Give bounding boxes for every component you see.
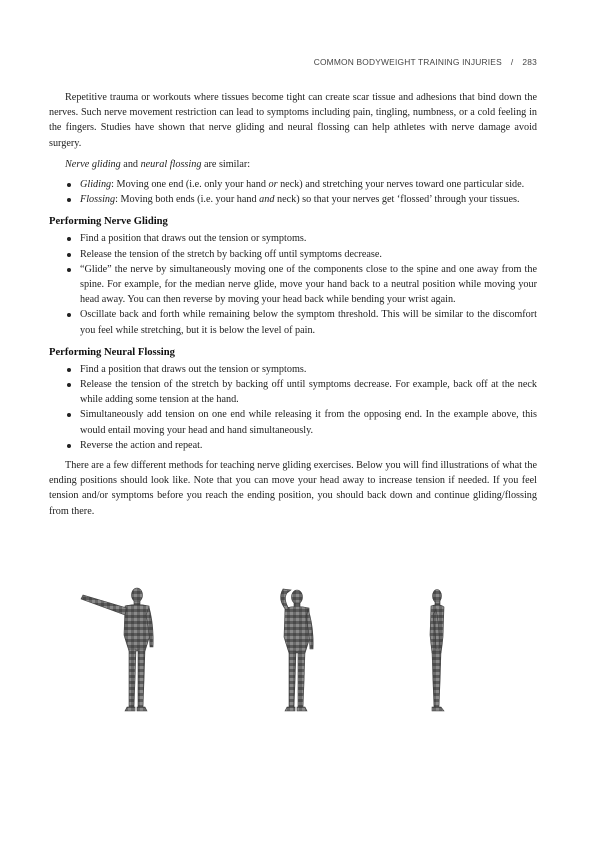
figure-row: [49, 585, 549, 715]
neural-flossing-steps: [49, 362, 537, 453]
definition-list: [49, 177, 537, 207]
nerve-gliding-heading: Performing Nerve Gliding: [49, 216, 168, 228]
figure-hand-on-head-icon: [257, 585, 337, 715]
running-head-separator: /: [510, 57, 514, 67]
similar-and: and: [123, 158, 139, 170]
definition-emphasis: or: [268, 179, 278, 191]
definition-text: neck) so that your nerves get ‘flossed’ through your tissues.: [274, 194, 520, 206]
definition-item: [65, 177, 537, 192]
figure-arm-extended-icon: [77, 585, 187, 715]
list-item: “Glide” the nerve by simultaneously moving one of the components close to the spine and one away from the spine. For example, for the median nerve glide, move your hand back to a neutral position while moving your head away. You can then reverse by moving your head back while bending your wrist again.: [65, 262, 537, 308]
running-head: [314, 57, 537, 67]
definition-term: Flossing: [80, 194, 116, 206]
intro-paragraph: Repetitive trauma or workouts where tissues become tight can create scar tissue and adhesions that bind down the nerves. Such nerve movement restriction can lead to symptoms including pain, tingling, numbness, or a cold feeling in the fingers. Studies have shown that nerve gliding and neural flossing can help athletes with nerve damage avoid surgery.: [49, 92, 537, 149]
list-item: Oscillate back and forth while remaining below the symptom threshold. This will be similar to the discomfort you feel while stretching, but it is below the level of pain.: [65, 307, 537, 337]
nerve-gliding-steps: [49, 231, 537, 337]
list-item: Reverse the action and repeat.: [65, 438, 537, 453]
definition-item: [65, 192, 537, 207]
page-number: 283: [522, 57, 537, 67]
similar-rest: are similar:: [203, 158, 251, 170]
body-text: [49, 90, 537, 525]
list-item: Release the tension of the stretch by backing off until symptoms decrease.: [65, 247, 537, 262]
definition-term: Gliding: [80, 179, 112, 191]
closing-paragraph: There are a few different methods for teaching nerve gliding exercises. Below you will find illustrations of what the ending positions should look like. Note that you can move your head away to increase tension if needed. If you feel tension and/or symptoms before you reach the ending position, you should back down and continue gliding/flossing from there.: [49, 460, 537, 517]
definition-text: neck) and stretching your nerves toward one particular side.: [277, 179, 525, 191]
term-neural-flossing: neural flossing: [140, 158, 202, 170]
similar-line: [49, 157, 537, 172]
list-item: Simultaneously add tension on one end while releasing it from the opposing end. In the example above, this would entail moving your head and hand simultaneously.: [65, 407, 537, 437]
definition-text: : Moving both ends (i.e. your hand: [115, 194, 260, 206]
list-item: Find a position that draws out the tension or symptoms.: [65, 362, 537, 377]
term-nerve-gliding: Nerve gliding: [65, 158, 121, 170]
running-head-title: COMMON BODYWEIGHT TRAINING INJURIES: [313, 57, 502, 67]
list-item: Find a position that draws out the tension or symptoms.: [65, 231, 537, 246]
definition-emphasis: and: [259, 194, 275, 206]
neural-flossing-heading: Performing Neural Flossing: [49, 346, 175, 358]
figure-side-view-icon: [409, 585, 469, 715]
definition-text: : Moving one end (i.e. only your hand: [111, 179, 269, 191]
list-item: Release the tension of the stretch by backing off until symptoms decrease. For example, back off at the neck while adding some tension at the hand.: [65, 377, 537, 407]
